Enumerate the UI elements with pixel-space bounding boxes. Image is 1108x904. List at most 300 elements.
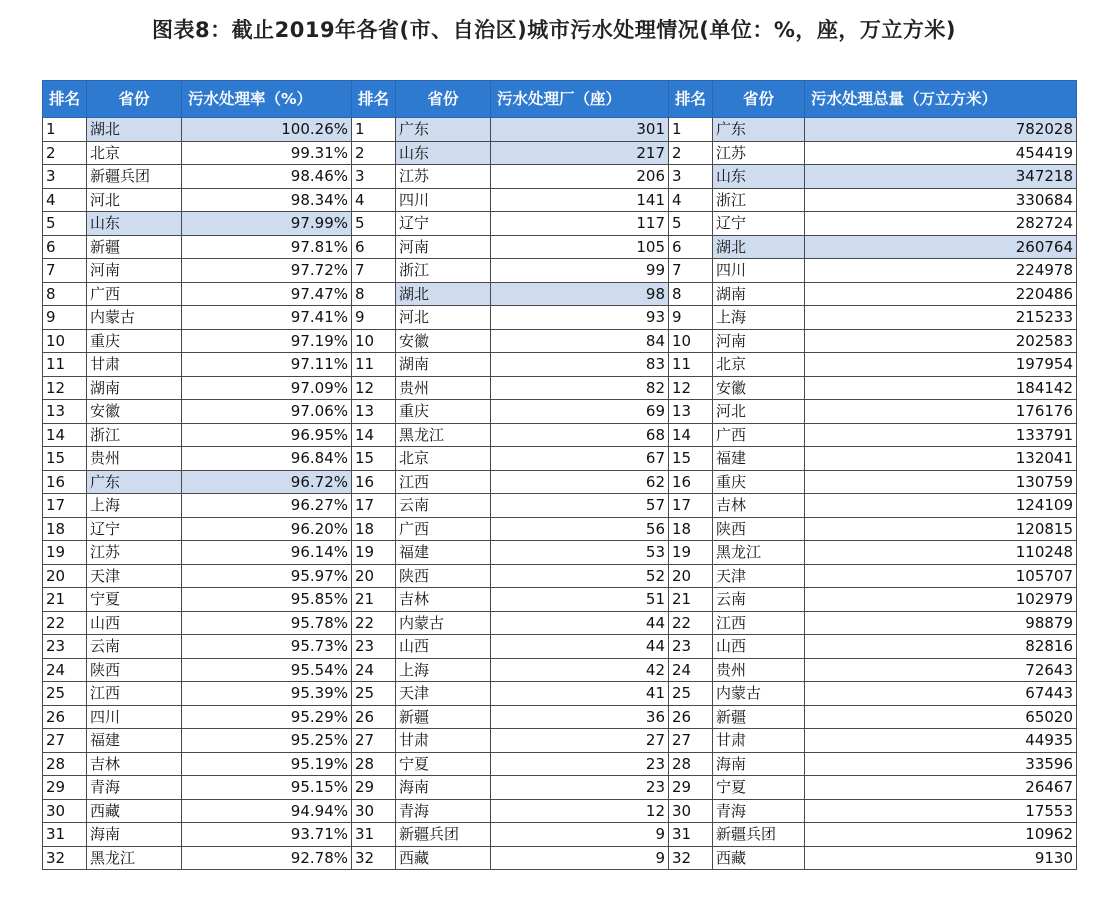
province-cell: 江苏 <box>87 541 182 565</box>
province-cell: 福建 <box>396 541 491 565</box>
rank-cell: 31 <box>669 823 713 847</box>
treatment-rate-cell: 99.31% <box>182 141 352 165</box>
treatment-rate-cell: 96.84% <box>182 447 352 471</box>
treatment-volume-cell: 260764 <box>805 235 1077 259</box>
treatment-volume-cell: 120815 <box>805 517 1077 541</box>
rank-cell: 19 <box>669 541 713 565</box>
province-cell: 甘肃 <box>396 729 491 753</box>
table-row <box>43 799 1077 823</box>
rank-cell: 13 <box>352 400 396 424</box>
rank-cell: 32 <box>669 846 713 870</box>
province-cell: 甘肃 <box>87 353 182 377</box>
province-cell: 浙江 <box>87 423 182 447</box>
rank-cell: 26 <box>43 705 87 729</box>
treatment-volume-cell: 105707 <box>805 564 1077 588</box>
rank-cell: 16 <box>352 470 396 494</box>
rank-cell: 18 <box>352 517 396 541</box>
rank-cell: 22 <box>352 611 396 635</box>
chart-title: 图表8：截止2019年各省(市、自治区)城市污水处理情况(单位：%，座，万立方米) <box>152 18 956 42</box>
rank-cell: 29 <box>352 776 396 800</box>
plant-count-cell: 52 <box>491 564 669 588</box>
rank-cell: 29 <box>43 776 87 800</box>
rank-cell: 14 <box>352 423 396 447</box>
rank-cell: 27 <box>352 729 396 753</box>
province-cell: 四川 <box>713 259 805 283</box>
rank-cell: 15 <box>669 447 713 471</box>
rank-cell: 26 <box>669 705 713 729</box>
table-row <box>43 846 1077 870</box>
treatment-volume-cell: 102979 <box>805 588 1077 612</box>
plant-count-cell: 68 <box>491 423 669 447</box>
province-cell: 西藏 <box>713 846 805 870</box>
rank-cell: 29 <box>669 776 713 800</box>
table-row <box>43 823 1077 847</box>
treatment-rate-cell: 95.39% <box>182 682 352 706</box>
treatment-volume-cell: 282724 <box>805 212 1077 236</box>
province-cell: 宁夏 <box>396 752 491 776</box>
treatment-volume-cell: 130759 <box>805 470 1077 494</box>
treatment-volume-cell: 110248 <box>805 541 1077 565</box>
rank-cell: 12 <box>352 376 396 400</box>
plant-count-cell: 117 <box>491 212 669 236</box>
province-cell: 四川 <box>87 705 182 729</box>
rank-cell: 9 <box>43 306 87 330</box>
rank-cell: 32 <box>352 846 396 870</box>
rank-cell: 4 <box>43 188 87 212</box>
province-cell: 上海 <box>87 494 182 518</box>
rank-cell: 9 <box>352 306 396 330</box>
treatment-rate-cell: 97.09% <box>182 376 352 400</box>
treatment-volume-cell: 44935 <box>805 729 1077 753</box>
province-cell: 山东 <box>713 165 805 189</box>
table-row <box>43 329 1077 353</box>
province-cell: 山西 <box>396 635 491 659</box>
province-cell: 安徽 <box>396 329 491 353</box>
table-row <box>43 541 1077 565</box>
table-row <box>43 494 1077 518</box>
rank-cell: 24 <box>43 658 87 682</box>
province-cell: 海南 <box>713 752 805 776</box>
treatment-volume-cell: 82816 <box>805 635 1077 659</box>
table-row <box>43 165 1077 189</box>
treatment-volume-cell: 98879 <box>805 611 1077 635</box>
province-cell: 重庆 <box>396 400 491 424</box>
province-cell: 黑龙江 <box>713 541 805 565</box>
rank-cell: 5 <box>43 212 87 236</box>
rank-cell: 17 <box>352 494 396 518</box>
header-rank-3: 排名 <box>669 81 713 118</box>
province-cell: 重庆 <box>87 329 182 353</box>
province-cell: 安徽 <box>713 376 805 400</box>
province-cell: 广东 <box>713 118 805 142</box>
header-province-1: 省份 <box>87 81 182 118</box>
province-cell: 新疆 <box>396 705 491 729</box>
rank-cell: 1 <box>352 118 396 142</box>
rank-cell: 30 <box>43 799 87 823</box>
province-cell: 湖南 <box>713 282 805 306</box>
plant-count-cell: 36 <box>491 705 669 729</box>
plant-count-cell: 23 <box>491 776 669 800</box>
province-cell: 浙江 <box>396 259 491 283</box>
rank-cell: 10 <box>43 329 87 353</box>
province-cell: 河北 <box>87 188 182 212</box>
treatment-volume-cell: 215233 <box>805 306 1077 330</box>
rank-cell: 20 <box>669 564 713 588</box>
province-cell: 河南 <box>87 259 182 283</box>
table-row <box>43 118 1077 142</box>
province-cell: 浙江 <box>713 188 805 212</box>
treatment-rate-cell: 95.73% <box>182 635 352 659</box>
province-cell: 宁夏 <box>87 588 182 612</box>
table-row <box>43 141 1077 165</box>
table-row <box>43 353 1077 377</box>
treatment-volume-cell: 132041 <box>805 447 1077 471</box>
province-cell: 云南 <box>713 588 805 612</box>
province-cell: 江西 <box>713 611 805 635</box>
rank-cell: 7 <box>669 259 713 283</box>
rank-cell: 4 <box>352 188 396 212</box>
plant-count-cell: 42 <box>491 658 669 682</box>
rank-cell: 1 <box>43 118 87 142</box>
treatment-rate-cell: 95.78% <box>182 611 352 635</box>
province-cell: 江西 <box>396 470 491 494</box>
header-treatment-rate: 污水处理率（%） <box>182 81 352 118</box>
province-cell: 河南 <box>396 235 491 259</box>
rank-cell: 5 <box>669 212 713 236</box>
table-body <box>43 118 1077 870</box>
table-row <box>43 306 1077 330</box>
province-cell: 河北 <box>396 306 491 330</box>
plant-count-cell: 12 <box>491 799 669 823</box>
province-cell: 广东 <box>87 470 182 494</box>
province-cell: 湖南 <box>87 376 182 400</box>
rank-cell: 2 <box>352 141 396 165</box>
treatment-volume-cell: 347218 <box>805 165 1077 189</box>
header-rank-2: 排名 <box>352 81 396 118</box>
header-plant-count: 污水处理厂（座） <box>491 81 669 118</box>
treatment-rate-cell: 96.27% <box>182 494 352 518</box>
rank-cell: 12 <box>43 376 87 400</box>
treatment-rate-cell: 97.41% <box>182 306 352 330</box>
rank-cell: 2 <box>669 141 713 165</box>
rank-cell: 28 <box>669 752 713 776</box>
header-province-3: 省份 <box>713 81 805 118</box>
rank-cell: 12 <box>669 376 713 400</box>
province-cell: 江西 <box>87 682 182 706</box>
plant-count-cell: 67 <box>491 447 669 471</box>
rank-cell: 32 <box>43 846 87 870</box>
province-cell: 河南 <box>713 329 805 353</box>
province-cell: 西藏 <box>396 846 491 870</box>
province-cell: 甘肃 <box>713 729 805 753</box>
rank-cell: 6 <box>352 235 396 259</box>
province-cell: 新疆兵团 <box>396 823 491 847</box>
province-cell: 湖南 <box>396 353 491 377</box>
treatment-rate-cell: 95.97% <box>182 564 352 588</box>
province-cell: 上海 <box>396 658 491 682</box>
treatment-volume-cell: 72643 <box>805 658 1077 682</box>
province-cell: 广西 <box>396 517 491 541</box>
treatment-rate-cell: 93.71% <box>182 823 352 847</box>
rank-cell: 11 <box>669 353 713 377</box>
treatment-volume-cell: 224978 <box>805 259 1077 283</box>
rank-cell: 9 <box>669 306 713 330</box>
province-cell: 新疆 <box>713 705 805 729</box>
province-cell: 上海 <box>713 306 805 330</box>
table-row <box>43 517 1077 541</box>
province-cell: 江苏 <box>396 165 491 189</box>
table-row <box>43 682 1077 706</box>
rank-cell: 13 <box>43 400 87 424</box>
rank-cell: 3 <box>352 165 396 189</box>
province-cell: 湖北 <box>396 282 491 306</box>
header-province-2: 省份 <box>396 81 491 118</box>
table-row <box>43 376 1077 400</box>
province-cell: 黑龙江 <box>87 846 182 870</box>
plant-count-cell: 98 <box>491 282 669 306</box>
province-cell: 湖北 <box>713 235 805 259</box>
treatment-rate-cell: 95.85% <box>182 588 352 612</box>
rank-cell: 1 <box>669 118 713 142</box>
rank-cell: 8 <box>352 282 396 306</box>
treatment-rate-cell: 98.34% <box>182 188 352 212</box>
treatment-volume-cell: 67443 <box>805 682 1077 706</box>
rank-cell: 2 <box>43 141 87 165</box>
header-row <box>43 81 1077 118</box>
header-rank-1: 排名 <box>43 81 87 118</box>
rank-cell: 4 <box>669 188 713 212</box>
treatment-rate-cell: 97.99% <box>182 212 352 236</box>
treatment-volume-cell: 184142 <box>805 376 1077 400</box>
plant-count-cell: 206 <box>491 165 669 189</box>
rank-cell: 27 <box>669 729 713 753</box>
rank-cell: 27 <box>43 729 87 753</box>
table-row <box>43 235 1077 259</box>
treatment-rate-cell: 95.29% <box>182 705 352 729</box>
plant-count-cell: 9 <box>491 823 669 847</box>
rank-cell: 15 <box>352 447 396 471</box>
province-cell: 天津 <box>396 682 491 706</box>
province-cell: 海南 <box>87 823 182 847</box>
plant-count-cell: 51 <box>491 588 669 612</box>
rank-cell: 25 <box>43 682 87 706</box>
treatment-rate-cell: 97.47% <box>182 282 352 306</box>
rank-cell: 11 <box>352 353 396 377</box>
rank-cell: 17 <box>669 494 713 518</box>
rank-cell: 30 <box>669 799 713 823</box>
treatment-rate-cell: 100.26% <box>182 118 352 142</box>
rank-cell: 8 <box>43 282 87 306</box>
province-cell: 天津 <box>87 564 182 588</box>
plant-count-cell: 44 <box>491 635 669 659</box>
rank-cell: 22 <box>669 611 713 635</box>
province-cell: 吉林 <box>87 752 182 776</box>
treatment-rate-cell: 97.11% <box>182 353 352 377</box>
table-row <box>43 635 1077 659</box>
province-cell: 黑龙江 <box>396 423 491 447</box>
province-cell: 新疆兵团 <box>713 823 805 847</box>
plant-count-cell: 69 <box>491 400 669 424</box>
sewage-table <box>42 80 1077 870</box>
province-cell: 广西 <box>713 423 805 447</box>
rank-cell: 16 <box>43 470 87 494</box>
rank-cell: 25 <box>352 682 396 706</box>
province-cell: 青海 <box>87 776 182 800</box>
treatment-volume-cell: 26467 <box>805 776 1077 800</box>
table-row <box>43 423 1077 447</box>
rank-cell: 21 <box>43 588 87 612</box>
province-cell: 北京 <box>396 447 491 471</box>
province-cell: 吉林 <box>713 494 805 518</box>
plant-count-cell: 105 <box>491 235 669 259</box>
province-cell: 北京 <box>713 353 805 377</box>
rank-cell: 5 <box>352 212 396 236</box>
province-cell: 辽宁 <box>396 212 491 236</box>
table-row <box>43 705 1077 729</box>
rank-cell: 19 <box>43 541 87 565</box>
plant-count-cell: 141 <box>491 188 669 212</box>
plant-count-cell: 99 <box>491 259 669 283</box>
province-cell: 湖北 <box>87 118 182 142</box>
treatment-volume-cell: 33596 <box>805 752 1077 776</box>
treatment-volume-cell: 197954 <box>805 353 1077 377</box>
treatment-rate-cell: 95.19% <box>182 752 352 776</box>
province-cell: 山西 <box>87 611 182 635</box>
province-cell: 天津 <box>713 564 805 588</box>
plant-count-cell: 53 <box>491 541 669 565</box>
rank-cell: 24 <box>669 658 713 682</box>
treatment-volume-cell: 17553 <box>805 799 1077 823</box>
province-cell: 江苏 <box>713 141 805 165</box>
province-cell: 青海 <box>713 799 805 823</box>
plant-count-cell: 62 <box>491 470 669 494</box>
treatment-rate-cell: 97.81% <box>182 235 352 259</box>
plant-count-cell: 217 <box>491 141 669 165</box>
province-cell: 福建 <box>87 729 182 753</box>
plant-count-cell: 23 <box>491 752 669 776</box>
rank-cell: 21 <box>669 588 713 612</box>
rank-cell: 31 <box>352 823 396 847</box>
province-cell: 内蒙古 <box>713 682 805 706</box>
province-cell: 陕西 <box>87 658 182 682</box>
treatment-volume-cell: 176176 <box>805 400 1077 424</box>
province-cell: 广东 <box>396 118 491 142</box>
treatment-volume-cell: 330684 <box>805 188 1077 212</box>
rank-cell: 18 <box>43 517 87 541</box>
province-cell: 贵州 <box>713 658 805 682</box>
plant-count-cell: 84 <box>491 329 669 353</box>
rank-cell: 18 <box>669 517 713 541</box>
treatment-volume-cell: 65020 <box>805 705 1077 729</box>
table-row <box>43 188 1077 212</box>
province-cell: 陕西 <box>396 564 491 588</box>
treatment-volume-cell: 10962 <box>805 823 1077 847</box>
treatment-volume-cell: 220486 <box>805 282 1077 306</box>
rank-cell: 17 <box>43 494 87 518</box>
treatment-rate-cell: 95.25% <box>182 729 352 753</box>
table-row <box>43 658 1077 682</box>
province-cell: 海南 <box>396 776 491 800</box>
rank-cell: 22 <box>43 611 87 635</box>
table-row <box>43 447 1077 471</box>
rank-cell: 14 <box>43 423 87 447</box>
plant-count-cell: 56 <box>491 517 669 541</box>
rank-cell: 10 <box>352 329 396 353</box>
province-cell: 新疆兵团 <box>87 165 182 189</box>
table-row <box>43 400 1077 424</box>
province-cell: 内蒙古 <box>87 306 182 330</box>
treatment-volume-cell: 133791 <box>805 423 1077 447</box>
province-cell: 山东 <box>396 141 491 165</box>
table-row <box>43 729 1077 753</box>
province-cell: 广西 <box>87 282 182 306</box>
rank-cell: 3 <box>669 165 713 189</box>
treatment-rate-cell: 98.46% <box>182 165 352 189</box>
province-cell: 贵州 <box>87 447 182 471</box>
treatment-volume-cell: 782028 <box>805 118 1077 142</box>
rank-cell: 7 <box>43 259 87 283</box>
treatment-rate-cell: 97.06% <box>182 400 352 424</box>
plant-count-cell: 44 <box>491 611 669 635</box>
rank-cell: 8 <box>669 282 713 306</box>
province-cell: 四川 <box>396 188 491 212</box>
province-cell: 吉林 <box>396 588 491 612</box>
treatment-rate-cell: 96.14% <box>182 541 352 565</box>
province-cell: 陕西 <box>713 517 805 541</box>
treatment-rate-cell: 96.95% <box>182 423 352 447</box>
rank-cell: 24 <box>352 658 396 682</box>
rank-cell: 7 <box>352 259 396 283</box>
province-cell: 北京 <box>87 141 182 165</box>
province-cell: 内蒙古 <box>396 611 491 635</box>
rank-cell: 10 <box>669 329 713 353</box>
rank-cell: 13 <box>669 400 713 424</box>
rank-cell: 6 <box>43 235 87 259</box>
table-row <box>43 752 1077 776</box>
treatment-volume-cell: 202583 <box>805 329 1077 353</box>
table-row <box>43 212 1077 236</box>
treatment-rate-cell: 95.54% <box>182 658 352 682</box>
province-cell: 福建 <box>713 447 805 471</box>
header-treatment-volume: 污水处理总量（万立方米） <box>805 81 1077 118</box>
treatment-rate-cell: 95.15% <box>182 776 352 800</box>
rank-cell: 28 <box>352 752 396 776</box>
rank-cell: 19 <box>352 541 396 565</box>
province-cell: 贵州 <box>396 376 491 400</box>
treatment-volume-cell: 9130 <box>805 846 1077 870</box>
plant-count-cell: 82 <box>491 376 669 400</box>
table-row <box>43 470 1077 494</box>
rank-cell: 6 <box>669 235 713 259</box>
rank-cell: 20 <box>352 564 396 588</box>
table-row <box>43 776 1077 800</box>
province-cell: 河北 <box>713 400 805 424</box>
rank-cell: 31 <box>43 823 87 847</box>
rank-cell: 23 <box>43 635 87 659</box>
treatment-rate-cell: 97.19% <box>182 329 352 353</box>
province-cell: 辽宁 <box>713 212 805 236</box>
treatment-volume-cell: 124109 <box>805 494 1077 518</box>
table-row <box>43 611 1077 635</box>
rank-cell: 3 <box>43 165 87 189</box>
rank-cell: 20 <box>43 564 87 588</box>
treatment-rate-cell: 92.78% <box>182 846 352 870</box>
table-row <box>43 564 1077 588</box>
province-cell: 重庆 <box>713 470 805 494</box>
rank-cell: 14 <box>669 423 713 447</box>
rank-cell: 30 <box>352 799 396 823</box>
province-cell: 安徽 <box>87 400 182 424</box>
